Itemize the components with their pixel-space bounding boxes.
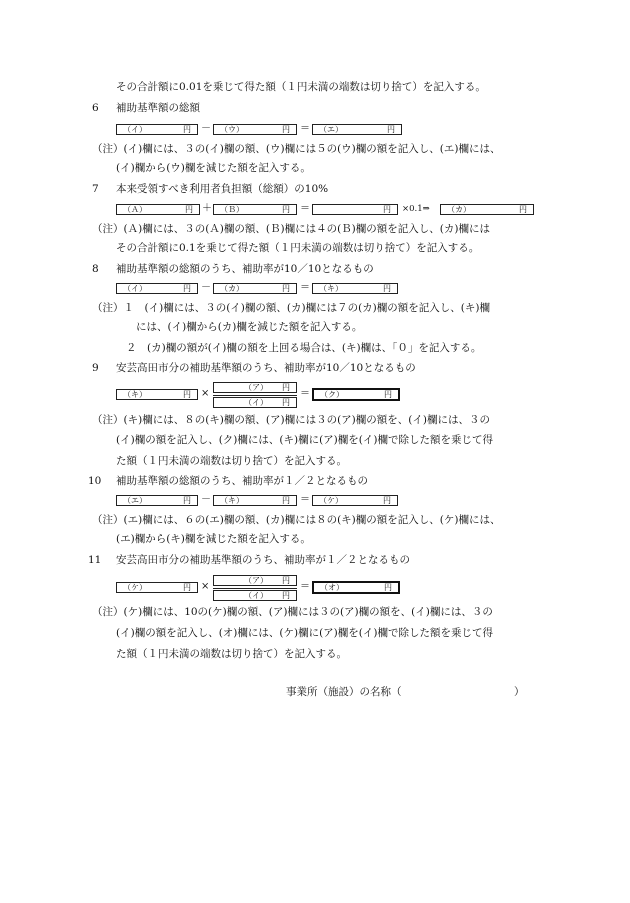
field-box-ku: （ク） 円 <box>312 388 400 401</box>
times-sign: × <box>201 388 210 399</box>
field-box-ki: （キ） 円 <box>116 389 198 400</box>
note-line: （注）(キ)欄には、８の(キ)欄の額、(ア)欄には３の(ア)欄の額を、(イ)欄には、３の <box>92 414 490 426</box>
note-line: (イ)欄の額を記入し、(ク)欄には、(キ)欄に(ア)欄を(イ)欄で除した額を乗じて得 <box>116 434 493 446</box>
minus-sign: － <box>201 123 211 134</box>
multiply-arrow: ×0.1⇒ <box>402 204 430 214</box>
field-box-i-denominator: （イ） 円 <box>213 590 297 601</box>
equals-sign: ＝ <box>300 282 310 293</box>
field-box-a-numerator: （ア） 円 <box>213 575 297 586</box>
section-title: 安芸高田市分の補助基準額のうち、補助率が１／２となるもの <box>116 554 410 566</box>
field-box-ki: （キ） 円 <box>312 283 398 294</box>
section-title: 補助基準額の総額のうち、補助率が10／10となるもの <box>116 263 374 275</box>
field-box-e: （エ） 円 <box>116 495 198 506</box>
equals-sign: ＝ <box>300 494 310 505</box>
section-number: 6 <box>92 102 99 114</box>
field-box-a-numerator: （ア） 円 <box>213 382 297 393</box>
section-number: 7 <box>92 183 99 195</box>
section-number: 11 <box>88 554 102 566</box>
note-line: （注）(ケ)欄には、10の(ケ)欄の額、(ア)欄には３の(ア)欄の額を、(イ)欄には、３の <box>92 606 493 618</box>
minus-sign: － <box>201 494 211 505</box>
field-box-i: （イ） 円 <box>116 283 198 294</box>
facility-name-close: ） <box>514 686 525 698</box>
note-line: （注）(イ)欄には、３の(イ)欄の額、(ウ)欄には５の(ウ)欄の額を記入し、(エ)欄には、 <box>92 143 501 155</box>
facility-name-label: 事業所（施設）の名称（ <box>286 686 402 698</box>
field-box-u: （ウ） 円 <box>213 124 297 135</box>
note-line: には、(イ)欄から(カ)欄を減じた額を記入する。 <box>136 321 363 333</box>
section-number: 10 <box>88 475 102 487</box>
section-title: 本来受領すべき利用者負担額（総額）の10% <box>116 183 329 195</box>
field-box-ke: （ケ） 円 <box>312 495 398 506</box>
note-line: (イ)欄の額を記入し、(オ)欄には、(ケ)欄に(ア)欄を(イ)欄で除した額を乗じて得 <box>116 627 493 639</box>
section-title: 安芸高田市分の補助基準額のうち、補助率が10／10となるもの <box>116 362 416 374</box>
note-line: ２ (カ)欄の額が(イ)欄の額を上回る場合は、(キ)欄は、「０」を記入する。 <box>126 342 482 354</box>
section-title: 補助基準額の総額 <box>116 102 200 114</box>
equals-sign: ＝ <box>300 581 310 592</box>
fraction-line <box>213 395 297 396</box>
text-line: その合計額に0.01を乗じて得た額（１円未満の端数は切り捨て）を記入する。 <box>116 81 486 93</box>
field-box-i-denominator: （イ） 円 <box>213 397 297 408</box>
field-box-B: （Ｂ） 円 <box>213 204 297 215</box>
field-box-i: （イ） 円 <box>116 124 198 135</box>
field-box-o: （オ） 円 <box>312 581 400 594</box>
note-line: （注）(エ)欄には、６の(エ)欄の額、(カ)欄には８の(キ)欄の額を記入し、(ケ)欄には、 <box>92 514 501 526</box>
note-line: その合計額に0.1を乗じて得た額（１円未満の端数は切り捨て）を記入する。 <box>116 242 480 254</box>
times-sign: × <box>201 581 210 592</box>
note-line: た額（１円未満の端数は切り捨て）を記入する。 <box>116 455 347 467</box>
field-box-ke: （ケ） 円 <box>116 582 198 593</box>
field-box-A: （Ａ） 円 <box>116 204 200 215</box>
field-box-ki: （キ） 円 <box>213 495 297 506</box>
equals-sign: ＝ <box>300 123 310 134</box>
note-line: (イ)欄から(ウ)欄を減じた額を記入する。 <box>116 162 311 174</box>
field-box-sum: 円 <box>312 204 398 215</box>
minus-sign: － <box>201 282 211 293</box>
field-box-e: （エ） 円 <box>312 124 402 135</box>
equals-sign: ＝ <box>300 203 310 214</box>
field-box-ka: （カ） 円 <box>213 283 297 294</box>
section-number: 9 <box>92 362 99 374</box>
plus-sign: ＋ <box>202 203 212 214</box>
field-box-ka: （カ） 円 <box>440 204 534 215</box>
equals-sign: ＝ <box>300 388 310 399</box>
note-line: （注）１ (イ)欄には、３の(イ)欄の額、(カ)欄には７の(カ)欄の額を記入し、(キ)欄 <box>92 302 490 314</box>
note-line: た額（１円未満の端数は切り捨て）を記入する。 <box>116 648 347 660</box>
fraction-line <box>213 588 297 589</box>
section-title: 補助基準額の総額のうち、補助率が１／２となるもの <box>116 475 368 487</box>
note-line: (エ)欄から(キ)欄を減じた額を記入する。 <box>116 533 311 545</box>
section-number: 8 <box>92 263 99 275</box>
note-line: （注）(Ａ)欄には、３の(Ａ)欄の額、(Ｂ)欄には４の(Ｂ)欄の額を記入し、(カ)欄には <box>92 223 490 235</box>
